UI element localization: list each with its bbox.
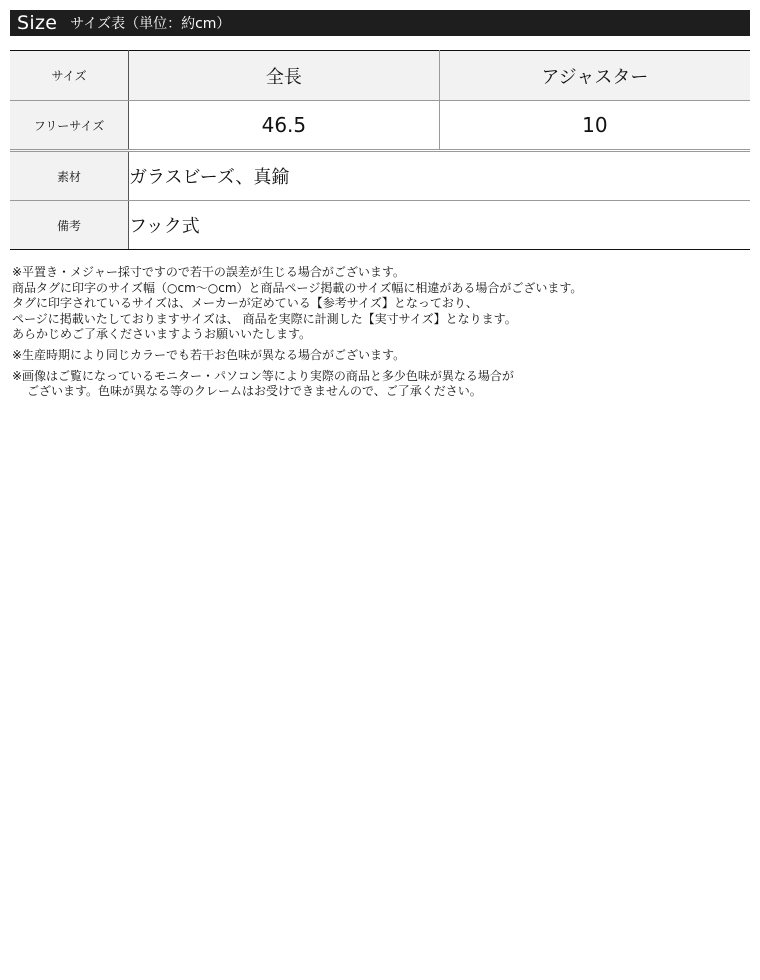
note-line: ございます。色味が異なる等のクレームはお受けできませんので、ご了承ください。: [27, 384, 482, 399]
size-subtitle: サイズ表（単位：約cm）: [70, 16, 231, 32]
length-value: 46.5: [129, 101, 440, 151]
adjuster-value: 10: [439, 101, 750, 151]
size-column-label: サイズ: [10, 51, 129, 101]
note-line: タグに印字されているサイズは、メーカーが定めている【参考サイズ】となっており、: [12, 296, 478, 311]
material-value: ガラスビーズ、真鍮: [129, 151, 751, 201]
note-line: ※平置き・メジャー採寸ですので若干の誤差が生じる場合がございます。: [12, 265, 405, 279]
size-table: [10, 50, 750, 250]
note-line: ページに掲載いたしておりますサイズは、 商品を実際に計測した【実寸サイズ】となります。: [12, 311, 517, 326]
column-header-length: 全長: [129, 51, 440, 101]
remarks-value: フック式: [129, 201, 751, 250]
table-header-row: [10, 51, 750, 101]
remarks-row: [10, 201, 750, 250]
notes-block: [12, 265, 752, 400]
size-title: Size: [17, 12, 58, 34]
remarks-label: 備考: [10, 201, 129, 250]
column-header-adjuster: アジャスター: [439, 51, 750, 101]
material-row: [10, 151, 750, 201]
note-line: ※画像はご覧になっているモニター・パソコン等により実際の商品と多少色味が異なる場合が: [12, 368, 514, 383]
table-row: [10, 101, 750, 151]
material-label: 素材: [10, 151, 129, 201]
row-label-free-size: フリーサイズ: [10, 101, 129, 151]
note-line: 商品タグに印字のサイズ幅（○cm〜○cm）と商品ページ掲載のサイズ幅に相違がある場合がございます。: [12, 280, 583, 295]
note-line: あらかじめご了承くださいますようお願いいたします。: [12, 327, 312, 342]
note-line: ※生産時期により同じカラーでも若干お色味が異なる場合がございます。: [12, 347, 406, 362]
size-header-bar: [10, 10, 750, 36]
